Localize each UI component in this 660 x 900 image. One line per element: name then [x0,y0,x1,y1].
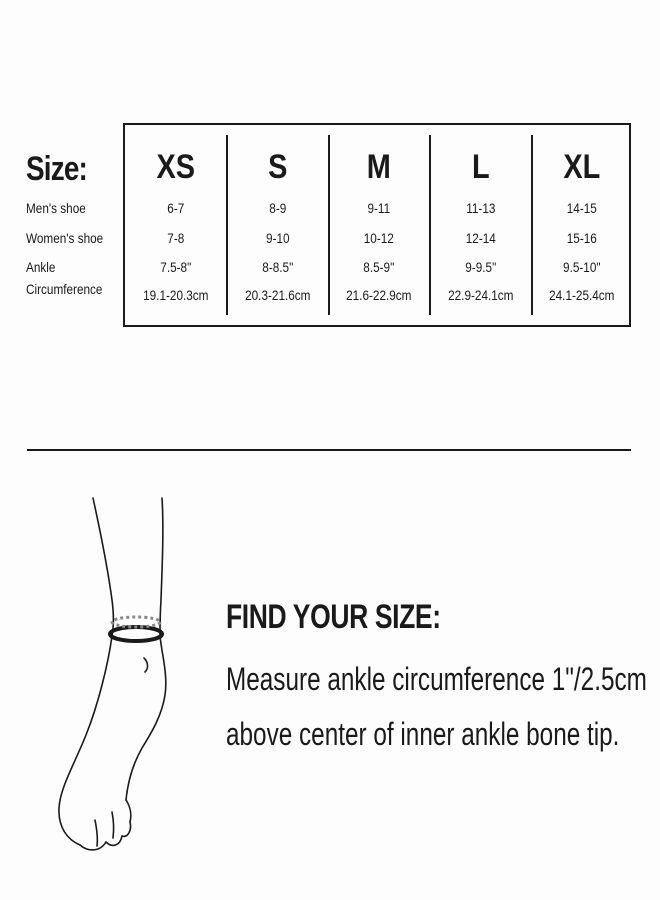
ankle-cm-cell: 22.9-24.1cm [447,287,514,303]
size-column-xs [125,125,227,325]
ankle-cm-cell: 21.6-22.9cm [346,287,412,303]
size-header: S [267,148,288,186]
section-divider [27,449,631,451]
mens-shoe-label: Men's shoe [26,200,86,216]
size-column-l [430,125,532,325]
size-header: XS [156,148,196,186]
ankle-measure-illustration [40,490,230,900]
instruction-line-2: above center of inner ankle bone tip. [226,716,620,752]
ankle-cm-cell: 20.3-21.6cm [244,287,311,303]
mens-shoe-cell: 14-15 [567,200,598,216]
ankle-cm-cell: 24.1-25.4cm [549,287,615,303]
ankle-inches-cell: 9-9.5" [465,259,497,275]
size-header: XL [563,148,601,186]
mens-shoe-cell: 9-11 [367,200,391,216]
mens-shoe-cell: 8-9 [268,200,286,216]
ankle-label: Ankle [26,259,56,275]
find-your-size-title: FIND YOUR SIZE: [226,598,441,636]
circumference-label: Circumference [26,281,103,297]
womens-shoe-cell: 10-12 [363,230,395,246]
size-header: M [366,148,392,186]
ankle-inches-cell: 7.5-8" [160,259,192,275]
size-header: L [471,148,490,186]
size-column-s [227,125,329,325]
mens-shoe-cell: 6-7 [167,200,185,216]
size-chart-table [123,123,631,327]
womens-shoe-cell: 9-10 [265,230,290,246]
size-column-m [328,125,430,325]
womens-shoe-cell: 12-14 [465,230,496,246]
ankle-inches-cell: 8.5-9" [363,259,395,275]
ankle-inches-cell: 8-8.5" [261,259,293,275]
womens-shoe-cell: 7-8 [167,230,185,246]
womens-shoe-cell: 15-16 [567,230,598,246]
mens-shoe-cell: 11-13 [465,200,496,216]
ankle-inches-cell: 9.5-10" [563,259,601,275]
womens-shoe-label: Women's shoe [26,230,104,246]
size-heading: Size: [26,150,87,188]
instruction-line-1: Measure ankle circumference 1"/2.5cm [226,661,647,697]
size-column-xl [531,125,633,325]
ankle-cm-cell: 19.1-20.3cm [143,287,209,303]
